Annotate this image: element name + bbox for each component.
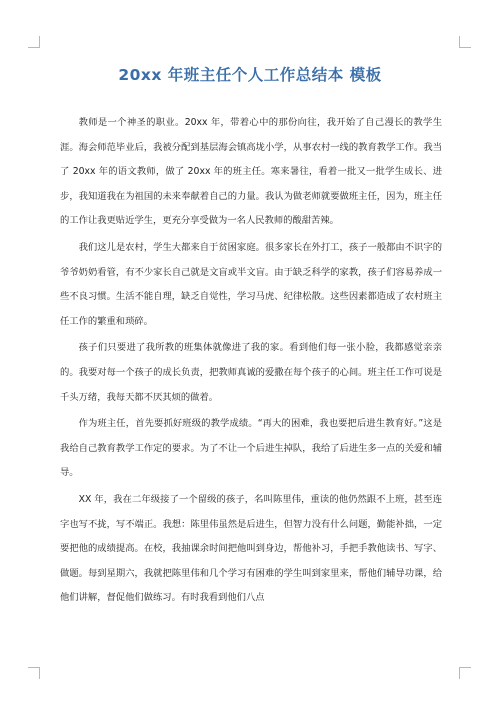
- document-title: 20xx 年班主任个人工作总结本 模板: [118, 66, 382, 84]
- body-paragraph: 作为班主任，首先要抓好班级的教学成绩。“再大的困难，我也要把后进生教育好。”这是我给自己教育教学工作定的要求。为了不让一个后进生掉队，我给了后进生多一点的关爱和辅导。: [60, 418, 442, 479]
- document-body: [60, 111, 442, 613]
- page-corner-mark-top-left: [28, 36, 40, 48]
- page-corner-mark-bottom-left: [28, 667, 40, 679]
- page-corner-mark-top-right: [459, 36, 471, 48]
- page-corner-mark-bottom-right: [459, 667, 471, 679]
- body-paragraph: 我们这儿是农村，学生大都来自于贫困家庭。很多家长在外打工，孩子一般都由不识字的爷爷奶奶看管，有不少家长自己就是文盲或半文盲。由于缺乏科学的家教，孩子们容易养成一些不良习惯。生活不能自理，缺乏自觉性，学习马虎、纪律松散。这些因素都造成了农村班主任工作的繁重和琐碎。: [60, 241, 442, 327]
- body-paragraph: XX 年，我在二年级接了一个留级的孩子，名叫陈里伟，重读的他仍然跟不上班，甚至连字也写不拢，写不端正。我想：陈里伟虽然是后进生，但智力没有什么问题，勤能补拙，一定要把他的成绩提高。在校，我抽课余时间把他叫到身边，帮他补习，手把手教他读书、写字、做题。每到星期六，我就把陈里伟和几个学习有困难的学生叫到家里来，帮他们辅导功课，给他们讲解，督促他们做练习。有时我看到他们八点: [60, 493, 442, 604]
- body-paragraph: 孩子们只要进了我所教的班集体就像进了我的家。看到他们每一张小脸，我都感觉亲亲的。我要对每一个孩子的成长负责，把教师真诚的爱撒在每个孩子的心间。班主任工作可说是千头万绪，我每天都不厌其烦的做着。: [60, 342, 442, 403]
- body-paragraph: 教师是一个神圣的职业。20xx 年，带着心中的那份向往，我开始了自己漫长的教学生涯。海会师范毕业后，我被分配到基层海会镇高垅小学，从事农村一线的教育教学工作。我当了 20xx 年的语文教师，做了 20xx 年的班主任。寒来暑往，看着一批又一批学生成长、进步，我知道我在为祖国的未来奉献着自己的力量。我认为做老师就要做班主任，因为，班主任的工作让我更贴近学生，更充分享受做为一名人民教师的酸甜苦辣。: [60, 117, 442, 227]
